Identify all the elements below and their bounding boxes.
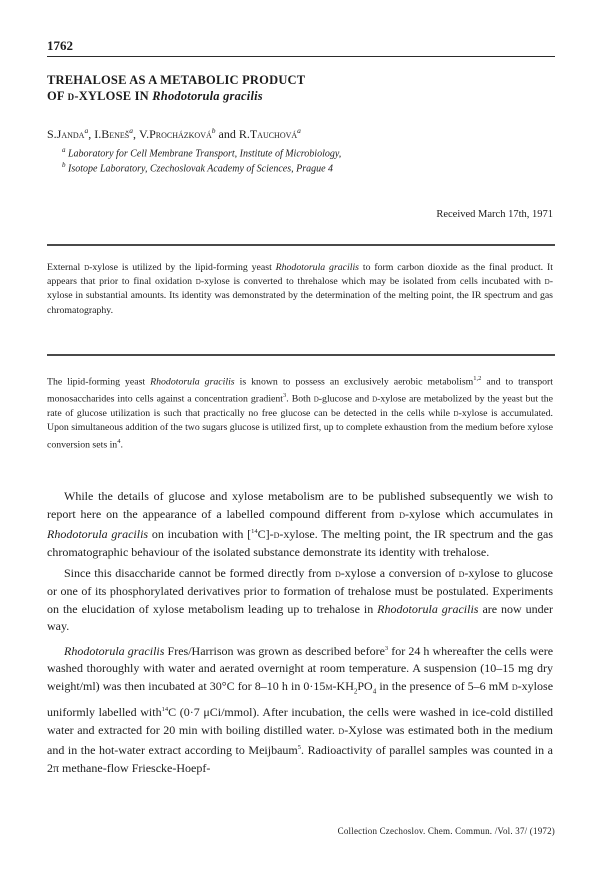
reference-mark: 4: [117, 438, 121, 446]
reference-mark: 3: [384, 644, 389, 652]
intro-paragraph: The lipid-forming yeast Rhodotorula gracilis is known to possess an exclusively aerobic metabolism$^{1,2}$ and to transport monosaccharides into cells against a concentration gradient$^3$. Both d-glucose and d-xylose are metabolized by the yeast but the rate of glucose utilization is such that practically no free glucose can be detected in the cells while d-xylose is accumulated. Upon simultaneous addition of the two sugars glucose is utilized first, up to complete exhaustion from the medium before xylose conversion sets $in^4$.: [47, 375, 553, 451]
body-paragraph-3: Rhodotorula gracilis Fres/Harrison was grown as described before$^3$ for 24 h whereafter the cells were washed thoroughly with water and aerated overnight at room temperature. A suspension (10–15 mg dry weight/ml) was then incubated at 30°C for 8–10 h in $0\cdot 15m-KH_2PO_4$ in the presence of 5–6 mM d-xylose uniformly labelled with$^{14}$C (0·7 μCi/mmol). After incubation, the cells were washed in ice-cold distilled water and extracted for 20 min with boiling distilled water. d-Xylose was estimated both in the medium and in the hot-water extract according to Meijbaum$^5$. Radioactivity of parallel samples was counted in a 2π methane-flow Friescke-Hoepf-: [47, 643, 554, 775]
author-affiliation-mark: b: [211, 126, 216, 135]
author-list: S.Janda$^a$, I.Beneš$^a$, V.Procházková$^b$ and R.Tauchová$^a$: [47, 126, 301, 141]
abstract: External d-xylose is utilized by the lipid-forming yeast Rhodotorula gracilis to form carbon dioxide as the final product. It appears that prior to final oxidation d-xylose is converted to threhalose which may be isolated from cells incubated with d-xylose in substantial amounts. Its identity was demonstrated by the determination of the melting point, the IR spectrum and gas chromatography.: [47, 262, 553, 316]
abstract-top-rule: [47, 244, 555, 246]
author-name: V.Procházková: [138, 127, 212, 141]
received-date: Received March 17th, 1971: [436, 209, 553, 220]
title-line-1: TREHALOSE AS A METABOLIC PRODUCT: [47, 73, 306, 87]
body-paragraph-1: While the details of glucose and xylose metabolism are to be published subsequently we wish to report here on the appearance of a labelled compound different from d-xylose which accumulates in Rhodotorula gracilis on incubation with [$^{14}$C]-d-xylose. The melting point, the IR spectrum and the gas chromatographic behaviour of the isolated substance demonstrate its identity with trehalose.: [47, 489, 553, 559]
author-name: S.Janda: [47, 127, 85, 141]
author-name: I.Beneš: [94, 127, 130, 141]
header-rule: [47, 56, 555, 57]
author-affiliation-mark: a: [129, 126, 133, 135]
page-number: 1762: [47, 38, 73, 53]
author-affiliation-mark: a: [84, 126, 89, 135]
article-title: [47, 72, 547, 104]
affiliation-b: $^b$ Isotope Laboratory, Czechoslovak Academy of Sciences, Prague 4: [62, 161, 334, 175]
title-line-2: OF d-XYLOSE IN Rhodotorula gracilis: [47, 89, 263, 103]
abstract-bottom-rule: [47, 354, 555, 356]
journal-footer: Collection Czechoslov. Chem. Commun. /Vol. 37/ (1972): [337, 826, 555, 836]
reference-mark: 3: [283, 392, 287, 400]
reference-mark: 5: [297, 744, 302, 752]
author-affiliation-mark: a: [297, 126, 301, 135]
affiliation-a: $^a$ Laboratory for Cell Membrane Transport, Institute of Microbiology,: [62, 146, 342, 160]
body-paragraph-2: Since this disaccharide cannot be formed directly from d-xylose a conversion of d-xylose to glucose or one of its phosphorylated derivatives prior to formation of trehalose must be postulated. Experiments on the elucidation of xylose metabolism leading up to trehalose in Rhodotorula gracilis are now under way.: [47, 566, 554, 634]
main-body: [47, 488, 553, 781]
reference-mark: 1,2: [473, 375, 482, 382]
author-name: R.Tauchová: [238, 127, 298, 141]
